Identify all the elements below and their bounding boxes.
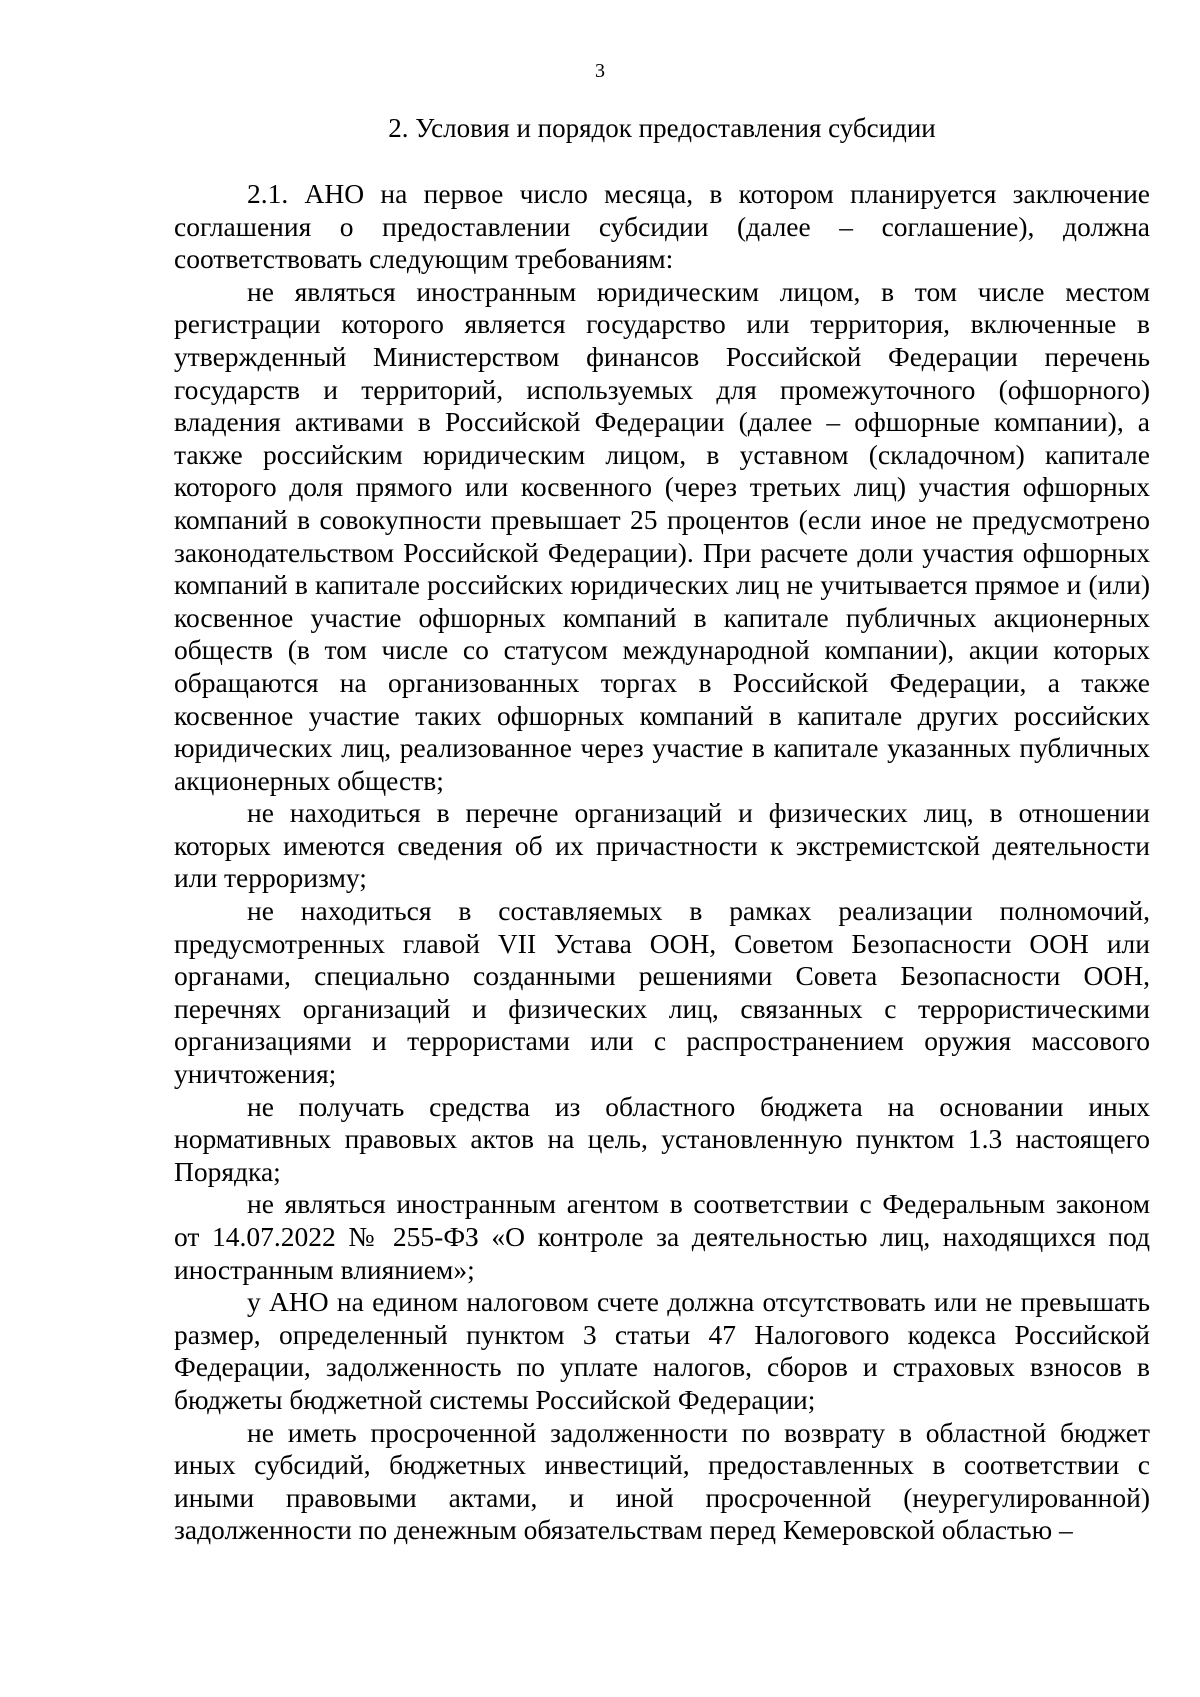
section-title: 2. Условия и порядок предоставления субсидии	[388, 113, 936, 143]
paragraph-un-sanctions-list: не находиться в составляемых в рамках реализации полномочий, предусмотренных главой VII Устава ООН, Советом Безопасности ООН или органами, специально созданными решениями Совета Безопасности ООН, перечнях организаций и физических лиц, связанных с террористическими организациями и террористами или с распространением оружия массового уничтожения;	[174, 895, 1150, 1090]
paragraph-extremism-list: не находиться в перечне организаций и физических лиц, в отношении которых имеются сведения об их причастности к экстремистской деятельности или терроризму;	[174, 797, 1150, 894]
paragraph-overdue-debt: не иметь просроченной задолженности по возврату в областной бюджет иных субсидий, бюджетных инвестиций, предоставленных в соответствии с иными правовыми актами, и иной просроченной (неурегулированной) задолженности по денежным обязательствам перед Кемеровской областью –	[174, 1416, 1150, 1546]
paragraph-2-1-intro: 2.1. АНО на первое число месяца, в котором планируется заключение соглашения о предоставлении субсидии (далее – соглашение), должна соответствовать следующим требованиям:	[174, 178, 1150, 275]
paragraph-tax-debt: у АНО на едином налоговом счете должна отсутствовать или не превышать размер, определенный пунктом 3 статьи 47 Налогового кодекса Российской Федерации, задолженность по уплате налогов, сборов и страховых взносов в бюджеты бюджетной системы Российской Федерации;	[174, 1286, 1150, 1415]
page-number: 3	[595, 60, 605, 82]
paragraph-offshore-requirement: не являться иностранным юридическим лицом, в том числе местом регистрации которого является государство или территория, включенные в утвержденный Министерством финансов Российской Федерации перечень государств и территорий, используемых для промежуточного (офшорного) владения активами в Российской Федерации (далее – офшорные компании), а также российским юридическим лицом, в уставном (складочном) капитале которого доля прямого или косвенного (через третьих лиц) участия офшорных компаний в совокупности превышает 25 процентов (если иное не предусмотрено законодательством Российской Федерации). При расчете доли участия офшорных компаний в капитале российских юридических лиц не учитывается прямое и (или) косвенное участие офшорных компаний в капитале публичных акционерных обществ (в том числе со статусом международной компании), акции которых обращаются на организованных торгах в Российской Федерации, а также косвенное участие таких офшорных компаний в капитале других российских юридических лиц, реализованное через участие в капитале указанных публичных акционерных обществ;	[174, 275, 1150, 796]
paragraph-foreign-agent: не являться иностранным агентом в соответствии с Федеральным законом от 14.07.2022 № 255-ФЗ «О контроле за деятельностью лиц, находящихся под иностранным влиянием»;	[174, 1188, 1150, 1285]
paragraph-no-other-budget-funds: не получать средства из областного бюджета на основании иных нормативных правовых актов на цель, установленную пунктом 1.3 настоящего Порядка;	[174, 1090, 1150, 1187]
body-text	[174, 178, 1150, 1547]
